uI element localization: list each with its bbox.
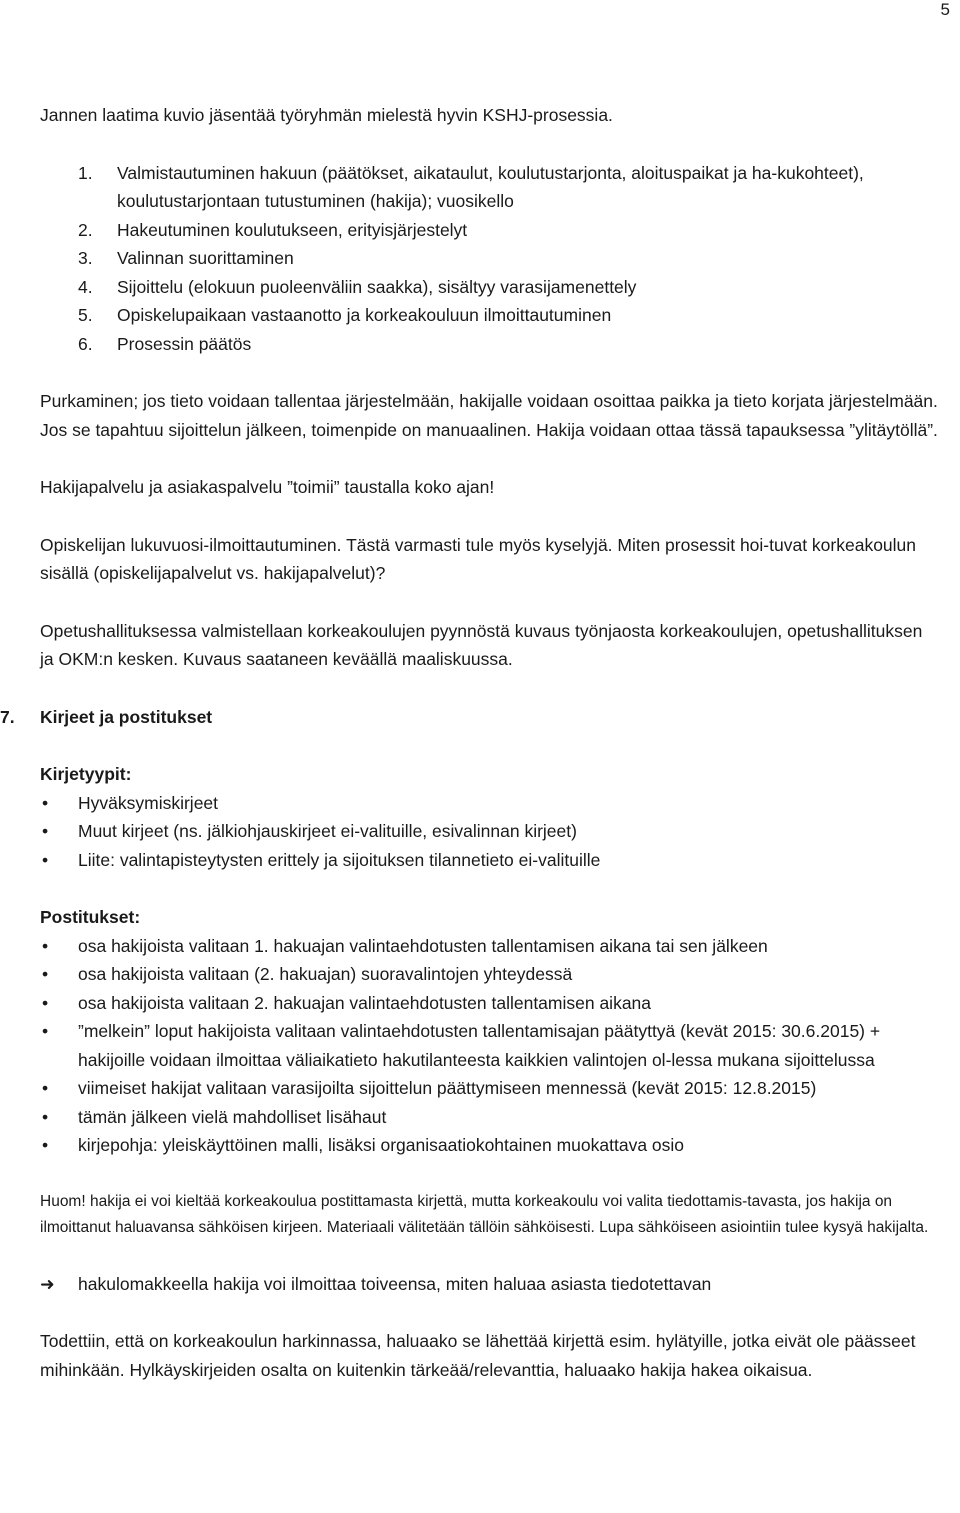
huom-note: Huom! hakija ei voi kieltää korkeakoulua postittamasta kirjettä, mutta korkeakoulu voi valita tiedottamis-tavasta, jos hakija on ilmoittanut haluavansa sähköisen kirjeen. Materiaali välitetään tällöin sähköisesti. Lupa sähköiseen asiointiin tulee kysyä hakijalta. — [40, 1192, 929, 1236]
bullet-icon: • — [42, 992, 49, 1013]
process-steps-list — [40, 159, 940, 359]
opetushallitus-paragraph: Opetushallituksessa valmistellaan korkeakoulujen pyynnöstä kuvaus työnjaosta korkeakoulujen, opetushallituksen ja OKM:n kesken. Kuvaus saataneen keväällä maaliskuussa. — [40, 620, 923, 669]
hakijapalvelu-paragraph: Hakijapalvelu ja asiakaspalvelu ”toimii” taustalla koko ajan! — [40, 477, 495, 497]
step-number: 2. — [78, 219, 93, 240]
list-item-text: osa hakijoista valitaan (2. hakuajan) suoravalintojen yhteydessä — [78, 964, 573, 984]
list-item-text: Hyväksymiskirjeet — [78, 792, 219, 813]
section-heading — [0, 703, 940, 732]
opiskelijan-paragraph: Opiskelijan lukuvuosi-ilmoittautuminen. Tästä varmasti tule myös kyselyjä. Miten prosessit hoi-tuvat korkeakoulun sisällä (opiskelijapalvelut vs. hakijapalvelut)? — [40, 534, 917, 583]
purkaminen-paragraph: Purkaminen; jos tieto voidaan tallentaa järjestelmään, hakijalle voidaan osoittaa paikka ja tieto korjata järjestelmään. Jos se tapahtuu sijoittelun jälkeen, toimenpide on manuaalinen. Hakija voidaan ottaa tässä tapauksessa ”ylitäytöllä”. — [40, 391, 938, 440]
list-item — [40, 159, 940, 216]
step-number: 6. — [78, 333, 93, 354]
arrow-right-icon: ➜ — [40, 1273, 55, 1294]
step-text: Hakeutuminen koulutukseen, erityisjärjestelyt — [117, 219, 468, 240]
step-text: Opiskelupaikaan vastaanotto ja korkeakouluun ilmoittautuminen — [117, 305, 612, 325]
list-item-text: ”melkein” loput hakijoista valitaan valintaehdotusten tallentamisajan päätyttyä (kevät 2015: 30.6.2015) + hakijoille voidaan ilmoittaa väliaikatieto hakutilanteesta kaikkien valintojen ol-lessa mukana sijoittelussa — [78, 1021, 881, 1070]
postitukset-heading: Postitukset: — [40, 907, 141, 927]
list-item — [40, 932, 940, 961]
bullet-icon: • — [42, 1106, 49, 1127]
todettiin-paragraph: Todettiin, että on korkeakoulun harkinnassa, haluaako se lähettää kirjettä esim. hylätyille, jotka eivät ole päässeet mihinkään. Hylkäyskirjeiden osalta on kuitenkin tärkeää/relevanttia, haluaako hakija hakea oikaisua. — [40, 1331, 916, 1380]
intro-paragraph: Jannen laatima kuvio jäsentää työryhmän mielestä hyvin KSHJ-prosessia. — [40, 105, 613, 125]
arrow-note-text: hakulomakkeella hakija voi ilmoittaa toiveensa, miten haluaa asiasta tiedotettavan — [78, 1273, 712, 1294]
bullet-icon: • — [42, 935, 49, 956]
step-text: Valmistautuminen hakuun (päätökset, aikataulut, koulutustarjonta, aloituspaikat ja ha-kukohteet), koulutustarjontaan tutustuminen (hakija); vuosikello — [117, 162, 864, 211]
section-number: 7. — [0, 706, 15, 727]
bullet-icon: • — [42, 1078, 49, 1098]
step-number: 1. — [78, 162, 93, 183]
list-item — [40, 846, 940, 875]
list-item — [40, 1131, 940, 1160]
list-item — [40, 960, 940, 989]
step-text: Sijoittelu (elokuun puoleenväliin saakka), sisältyy varasijamenettely — [117, 276, 637, 297]
list-item-text: tämän jälkeen vielä mahdolliset lisähaut — [78, 1106, 387, 1127]
bullet-icon: • — [42, 964, 49, 984]
step-number: 5. — [78, 305, 93, 325]
bullet-icon: • — [42, 821, 49, 841]
list-item — [40, 1074, 940, 1103]
page-number: 5 — [940, 0, 950, 19]
list-item-text: viimeiset hakijat valitaan varasijoilta sijoittelun päättymiseen mennessä (kevät 2015: 12.8.2015) — [78, 1078, 817, 1098]
bullet-icon: • — [42, 1135, 49, 1155]
step-text: Valinnan suorittaminen — [117, 248, 294, 268]
list-item — [40, 216, 940, 245]
bullet-icon: • — [42, 849, 49, 870]
list-item-text: Liite: valintapisteytysten erittely ja sijoituksen tilannetieto ei-valituille — [78, 849, 601, 870]
list-item — [40, 789, 940, 818]
bullet-icon: • — [42, 1021, 49, 1041]
step-number: 4. — [78, 276, 93, 297]
list-item — [40, 989, 940, 1018]
arrow-note — [40, 1270, 940, 1299]
bullet-icon: • — [42, 792, 49, 813]
list-item-text: osa hakijoista valitaan 1. hakuajan valintaehdotusten tallentamisen aikana tai sen jälkeen — [78, 935, 768, 956]
list-item — [40, 244, 940, 273]
kirjetyypit-list — [40, 789, 940, 875]
list-item-text: osa hakijoista valitaan 2. hakuajan valintaehdotusten tallentamisen aikana — [78, 992, 652, 1013]
step-text: Prosessin päätös — [117, 333, 252, 354]
kirjetyypit-heading: Kirjetyypit: — [40, 764, 132, 784]
list-item-text: kirjepohja: yleiskäyttöinen malli, lisäksi organisaatiokohtainen muokattava osio — [78, 1135, 685, 1155]
list-item — [40, 273, 940, 302]
list-item-text: Muut kirjeet (ns. jälkiohjauskirjeet ei-valituille, esivalinnan kirjeet) — [78, 821, 577, 841]
list-item — [40, 301, 940, 330]
section-title: Kirjeet ja postitukset — [40, 706, 213, 727]
list-item — [40, 330, 940, 359]
list-item — [40, 817, 940, 846]
postitukset-list — [40, 932, 940, 1160]
document-body — [0, 101, 940, 1384]
list-item — [40, 1017, 940, 1074]
list-item — [40, 1103, 940, 1132]
step-number: 3. — [78, 248, 93, 268]
